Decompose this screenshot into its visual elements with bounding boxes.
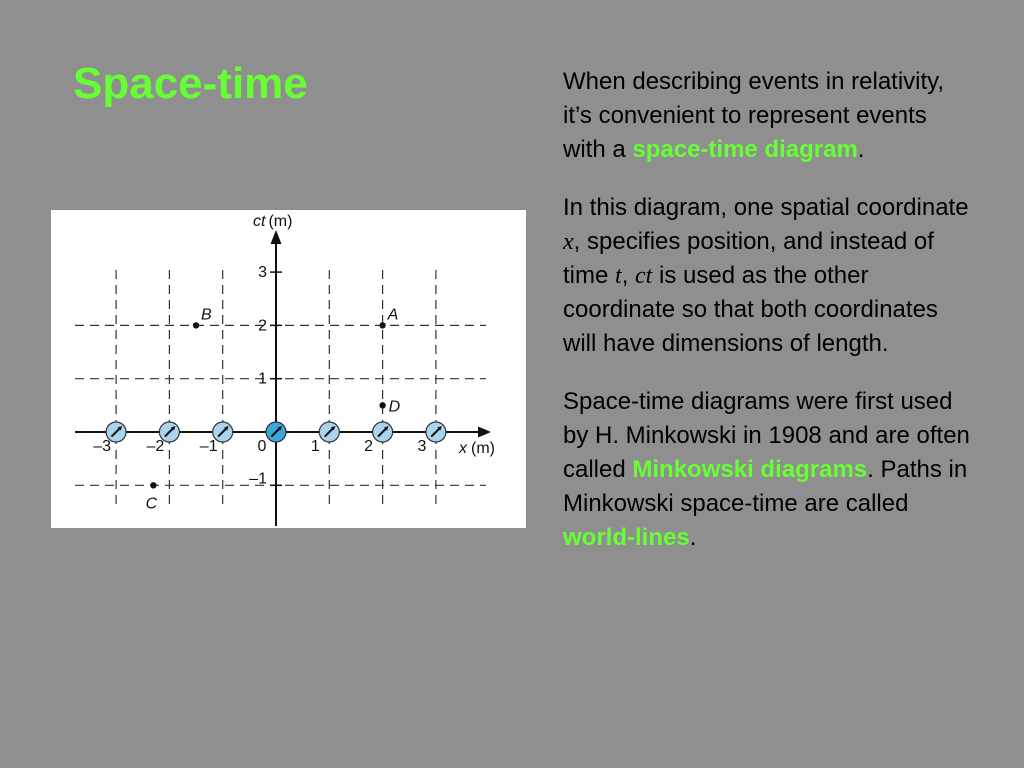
clock-icon — [373, 422, 393, 442]
symbol-t: t — [615, 263, 622, 289]
paragraph-text: In this diagram, one spatial coordinate — [563, 194, 969, 221]
symbol-ct: ct — [635, 263, 653, 289]
event-label: C — [145, 495, 158, 513]
grid-lines — [75, 270, 486, 513]
paragraph-intro — [563, 65, 973, 167]
paragraph-text: . Paths in Minkowski space-time are called — [563, 456, 968, 517]
event-dot — [379, 402, 385, 408]
y-tick-label: 1 — [258, 370, 267, 388]
event-label: D — [388, 398, 401, 416]
event-dot — [193, 322, 199, 328]
clock-icon — [426, 422, 446, 442]
spacetime-diagram — [51, 210, 526, 528]
event-dot — [379, 322, 385, 328]
clock-icon — [266, 422, 286, 442]
clock-icon — [159, 422, 179, 442]
clock-icon — [213, 422, 233, 442]
axes — [75, 213, 495, 526]
text-column — [563, 65, 973, 579]
paragraph-coordinates — [563, 191, 973, 361]
paragraph-text: is used as the other coordinate so that both coordinates will have dimensions of length. — [563, 262, 938, 357]
event-label: B — [201, 306, 212, 324]
y-tick-label: –1 — [249, 470, 267, 488]
paragraph-text: When describing events in relativity, it’s convenient to represent events with a — [563, 68, 945, 163]
clock-icon — [319, 422, 339, 442]
paragraph-text: Space-time diagrams were first used by H. Minkowski in 1908 and are often called — [563, 388, 970, 483]
events — [146, 306, 401, 512]
paragraph-text: , specifies position, and instead of time — [563, 228, 934, 289]
x-tick-label: 3 — [417, 438, 427, 455]
x-tick-label: 1 — [310, 438, 320, 455]
spacetime-diagram-canvas — [51, 210, 526, 528]
x-tick-label: 2 — [364, 438, 374, 455]
term-minkowski-diagrams: Minkowski diagrams — [632, 456, 868, 483]
term-space-time-diagram: space-time diagram — [632, 136, 858, 163]
tick-marks — [93, 264, 426, 487]
x-axis-label: x (m) — [459, 440, 495, 457]
x-axis-arrow — [478, 427, 491, 438]
term-world-lines: world-lines — [563, 524, 690, 551]
x-tick-label: 0 — [257, 438, 267, 455]
x-tick-label: –2 — [146, 438, 165, 455]
paragraph-text: . — [689, 524, 697, 551]
paragraph-minkowski — [563, 385, 973, 555]
paragraph-text: . — [857, 136, 865, 163]
paragraph-text: , — [621, 262, 629, 289]
slide-title: Space-time — [73, 59, 308, 108]
ct-axis-label: ct (m) — [253, 213, 293, 230]
y-tick-label: 2 — [258, 317, 267, 335]
x-tick-label: –1 — [199, 438, 218, 455]
symbol-x: x — [563, 229, 574, 255]
event-point-c — [146, 482, 158, 512]
x-tick-label: –3 — [93, 438, 111, 455]
event-label: A — [387, 306, 399, 324]
y-tick-label: 3 — [258, 264, 267, 282]
ct-axis-arrow — [271, 230, 282, 244]
event-dot — [150, 482, 156, 488]
clock-icon — [106, 422, 126, 442]
